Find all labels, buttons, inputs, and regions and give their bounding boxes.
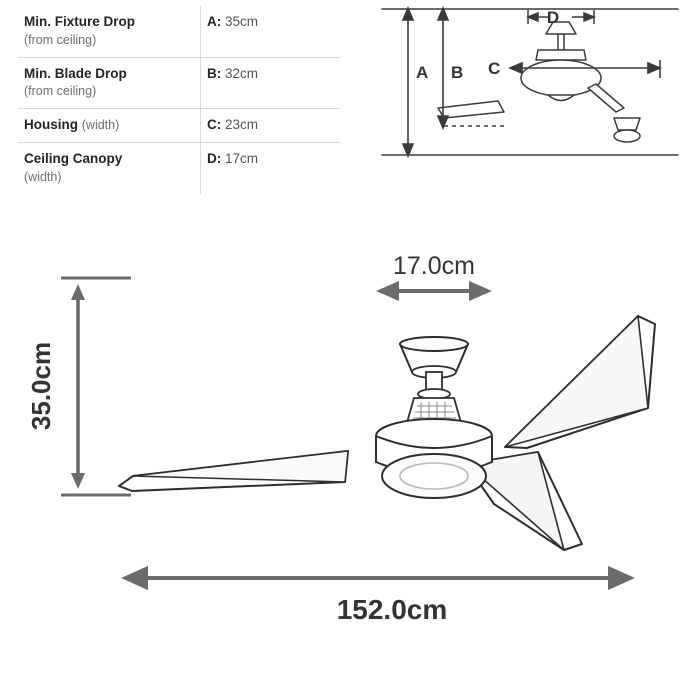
spec-name: Housing bbox=[24, 117, 78, 133]
spec-value-cell bbox=[201, 109, 341, 143]
ceiling-fan-graphic bbox=[119, 316, 655, 550]
spec-sublabel: (from ceiling) bbox=[24, 84, 97, 99]
spec-key: B: bbox=[207, 65, 222, 81]
schematic-label-d: D bbox=[546, 8, 560, 27]
spec-key: D: bbox=[207, 151, 222, 167]
spec-sublabel: (width) bbox=[24, 169, 62, 184]
spec-label-cell bbox=[18, 143, 201, 194]
drop-height-arrow bbox=[61, 278, 131, 495]
spec-label-cell bbox=[18, 57, 201, 109]
table-row bbox=[18, 6, 340, 57]
drop-height-label: 35.0cm bbox=[26, 341, 56, 431]
spec-value: 17cm bbox=[225, 151, 259, 167]
schematic-downrod bbox=[558, 34, 564, 50]
schematic-housing bbox=[521, 60, 601, 96]
main-fan-illustration bbox=[0, 214, 700, 654]
spec-name: Min. Fixture Drop bbox=[24, 14, 135, 29]
spec-value-cell bbox=[201, 57, 341, 109]
dimension-arrow-a bbox=[403, 8, 413, 156]
spec-sublabel: (from ceiling) bbox=[24, 32, 97, 47]
schematic-label-c: C bbox=[488, 59, 501, 78]
schematic-blade-right-tip bbox=[614, 118, 640, 130]
spec-name: Min. Blade Drop bbox=[24, 65, 127, 81]
blade-span-arrow bbox=[126, 569, 630, 587]
schematic-label-a: A bbox=[416, 63, 429, 82]
spec-name: Ceiling Canopy bbox=[24, 151, 123, 167]
spec-value: 23cm bbox=[225, 117, 259, 133]
fan-blade-rear-right-face bbox=[505, 316, 648, 447]
schematic-label-b: B bbox=[451, 63, 464, 82]
schematic-light-kit bbox=[548, 95, 574, 101]
spec-label-cell bbox=[18, 109, 201, 143]
canopy-width-arrow bbox=[381, 284, 487, 298]
specifications-table bbox=[18, 6, 340, 194]
schematic-blade-right bbox=[588, 84, 624, 112]
canopy-width-label: 17.0cm bbox=[393, 252, 475, 280]
table-row bbox=[18, 143, 340, 194]
canopy-top-ellipse bbox=[400, 337, 468, 351]
spec-sublabel: (width) bbox=[81, 118, 120, 133]
table-row bbox=[18, 57, 340, 109]
blade-span-label: 152.0cm bbox=[336, 594, 448, 625]
schematic-blade-right-end bbox=[614, 130, 640, 142]
table-row bbox=[18, 109, 340, 143]
spec-value-cell bbox=[201, 6, 341, 57]
schematic-diagram bbox=[378, 0, 690, 168]
fan-blade-left-face bbox=[133, 451, 348, 482]
spec-key: C: bbox=[207, 117, 222, 133]
spec-value: 32cm bbox=[225, 65, 259, 81]
schematic-motor-top bbox=[536, 50, 586, 60]
spec-key: A: bbox=[207, 14, 222, 29]
schematic-fan bbox=[438, 22, 640, 142]
spec-value-cell bbox=[201, 143, 341, 194]
light-kit-lens bbox=[400, 463, 468, 489]
spec-label-cell bbox=[18, 6, 201, 57]
spec-value: 35cm bbox=[225, 14, 259, 29]
